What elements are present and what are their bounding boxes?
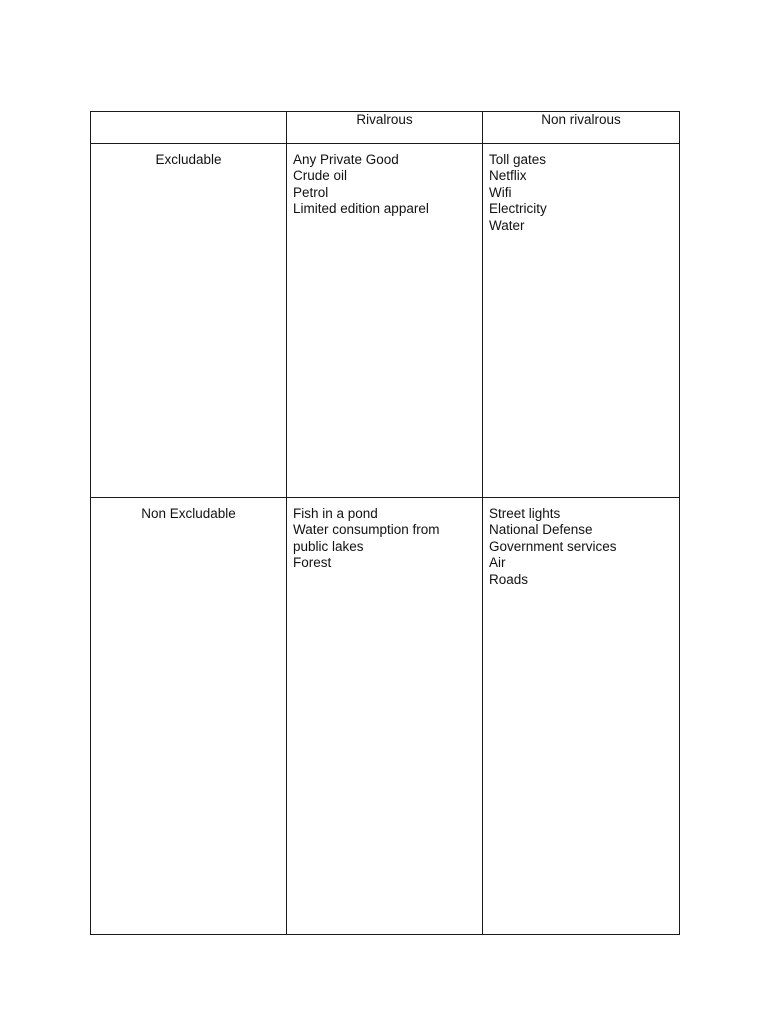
- list-item: Limited edition apparel: [293, 201, 429, 217]
- list-item: Any Private Good: [293, 152, 399, 167]
- list-item: Wifi: [489, 184, 512, 200]
- header-corner-cell: [91, 112, 287, 144]
- excludable-rivalrous-cell: [287, 144, 483, 498]
- list-item: Petrol: [293, 184, 329, 200]
- non-excludable-non-rivalrous-cell: [483, 498, 680, 935]
- table-row-non-excludable: [91, 498, 680, 935]
- list-item: Water consumption from: [293, 522, 440, 538]
- table-header-row: [91, 112, 680, 144]
- non-excludable-rivalrous-cell: [287, 498, 483, 935]
- list-item: Government services: [489, 538, 617, 554]
- list-item: National Defense: [489, 522, 593, 538]
- list-item: Crude oil: [293, 168, 348, 184]
- excludable-non-rivalrous-cell: [483, 144, 680, 498]
- header-non-rivalrous: Non rivalrous: [483, 112, 680, 144]
- list-item: Roads: [489, 571, 529, 587]
- list-item: Electricity: [489, 201, 547, 217]
- list-item: Water: [489, 217, 525, 233]
- header-rivalrous: Rivalrous: [287, 112, 483, 144]
- row-label-excludable: Excludable: [91, 144, 287, 498]
- table-row-excludable: [91, 144, 680, 498]
- list-item: Netflix: [489, 168, 527, 184]
- list-item: Fish in a pond: [293, 506, 378, 521]
- row-label-non-excludable: Non Excludable: [91, 498, 287, 935]
- list-item: Toll gates: [489, 152, 547, 167]
- list-item: Street lights: [489, 506, 561, 521]
- list-item: Air: [489, 555, 506, 571]
- list-item: public lakes: [293, 538, 364, 554]
- list-item: Forest: [293, 555, 332, 571]
- goods-classification-table: [90, 111, 680, 935]
